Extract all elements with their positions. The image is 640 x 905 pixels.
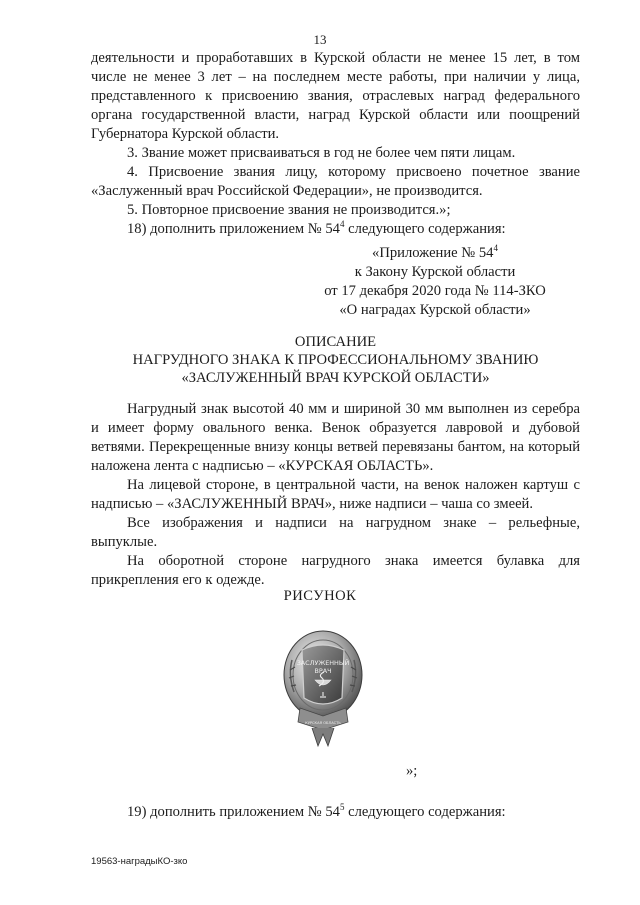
description-paragraph-3: Все изображения и надписи на нагрудном знаке – рельефные, выпуклые. bbox=[91, 515, 580, 550]
cartouche-line-2: ВРАЧ bbox=[314, 667, 332, 675]
appendix-line-1: «Приложение № $54^4$ bbox=[372, 243, 498, 261]
title-line-1: ОПИСАНИЕ bbox=[294, 334, 377, 350]
paragraph-item-18 bbox=[91, 220, 580, 239]
cartouche bbox=[297, 645, 350, 704]
title-line-2: НАГРУДНОГО ЗНАКА К ПРОФЕССИОНАЛЬНОМУ ЗВАНИЮ bbox=[132, 352, 539, 368]
description-paragraph-1: Нагрудный знак высотой 40 мм и шириной 30 мм выполнен из серебра и имеет форму овального венка. Венок образуется лавровой и дубовой ветвями. Перекрещенные внизу концы ветвей перевязаны бантом, на который наложена лента с надписью – «КУРСКАЯ ОБЛАСТЬ». bbox=[91, 401, 580, 474]
item-19-text: 19) дополнить приложением № 54 bbox=[127, 804, 340, 820]
appendix-line-4: «О наградах Курской области» bbox=[339, 302, 531, 318]
badge-image bbox=[282, 620, 364, 748]
paragraph-item-4: 4. Присвоение звания лицу, которому присвоено почетное звание «Заслуженный врач Российской Федерации», не производится. bbox=[91, 164, 580, 199]
closing-quote: »; bbox=[406, 763, 418, 779]
body-text-top bbox=[91, 49, 580, 239]
description-text bbox=[91, 400, 580, 590]
item-18-superscript: 4 bbox=[339, 219, 345, 230]
cartouche-line-1: ЗАСЛУЖЕННЫЙ bbox=[296, 659, 350, 667]
paragraph-item-5: 5. Повторное присвоение звания не производится.»; bbox=[127, 202, 451, 218]
appendix-superscript: 4 bbox=[493, 243, 498, 254]
description-paragraph-2: На лицевой стороне, в центральной части, на венок наложен картуш с надписью – «ЗАСЛУЖЕННЫЙ ВРАЧ», ниже надписи – чаша со змеей. bbox=[91, 477, 580, 512]
description-paragraph-4: На оборотной стороне нагрудного знака имеется булавка для прикрепления его к одежде. bbox=[91, 553, 580, 588]
title-line-3: «ЗАСЛУЖЕННЫЙ ВРАЧ КУРСКОЙ ОБЛАСТИ» bbox=[181, 370, 490, 386]
appendix-header bbox=[300, 244, 570, 320]
item-19-superscript: 5 bbox=[339, 802, 345, 813]
page-number: 13 bbox=[313, 32, 327, 47]
appendix-line-3: от 17 декабря 2020 года № 114-ЗКО bbox=[324, 283, 546, 299]
footer-reference: 19563-наградыКО-зко bbox=[91, 856, 188, 867]
ribbon-text: КУРСКАЯ ОБЛАСТЬ bbox=[305, 721, 341, 725]
appendix-line-2: к Закону Курской области bbox=[354, 264, 516, 280]
description-title bbox=[91, 333, 580, 387]
bow-ends bbox=[312, 728, 334, 746]
item-19-tail: следующего содержания: bbox=[344, 804, 506, 820]
item-18-text: 18) дополнить приложением № 54 bbox=[127, 221, 340, 237]
paragraph-item-3: 3. Звание может присваиваться в год не более чем пяти лицам. bbox=[127, 145, 516, 161]
paragraph-continuation: деятельности и проработавших в Курской области не менее 15 лет, в том числе не менее 3 лет – на последнем месте работы, при наличии у лица, представленного к присвоению звания, отраслевых наград федерального органа государственной власти, наград Курской области или поощрений Губернатора Курской области. bbox=[91, 50, 580, 142]
item-18-tail: следующего содержания: bbox=[344, 221, 506, 237]
paragraph-item-19 bbox=[127, 804, 506, 821]
picture-title: РИСУНОК bbox=[283, 588, 357, 604]
